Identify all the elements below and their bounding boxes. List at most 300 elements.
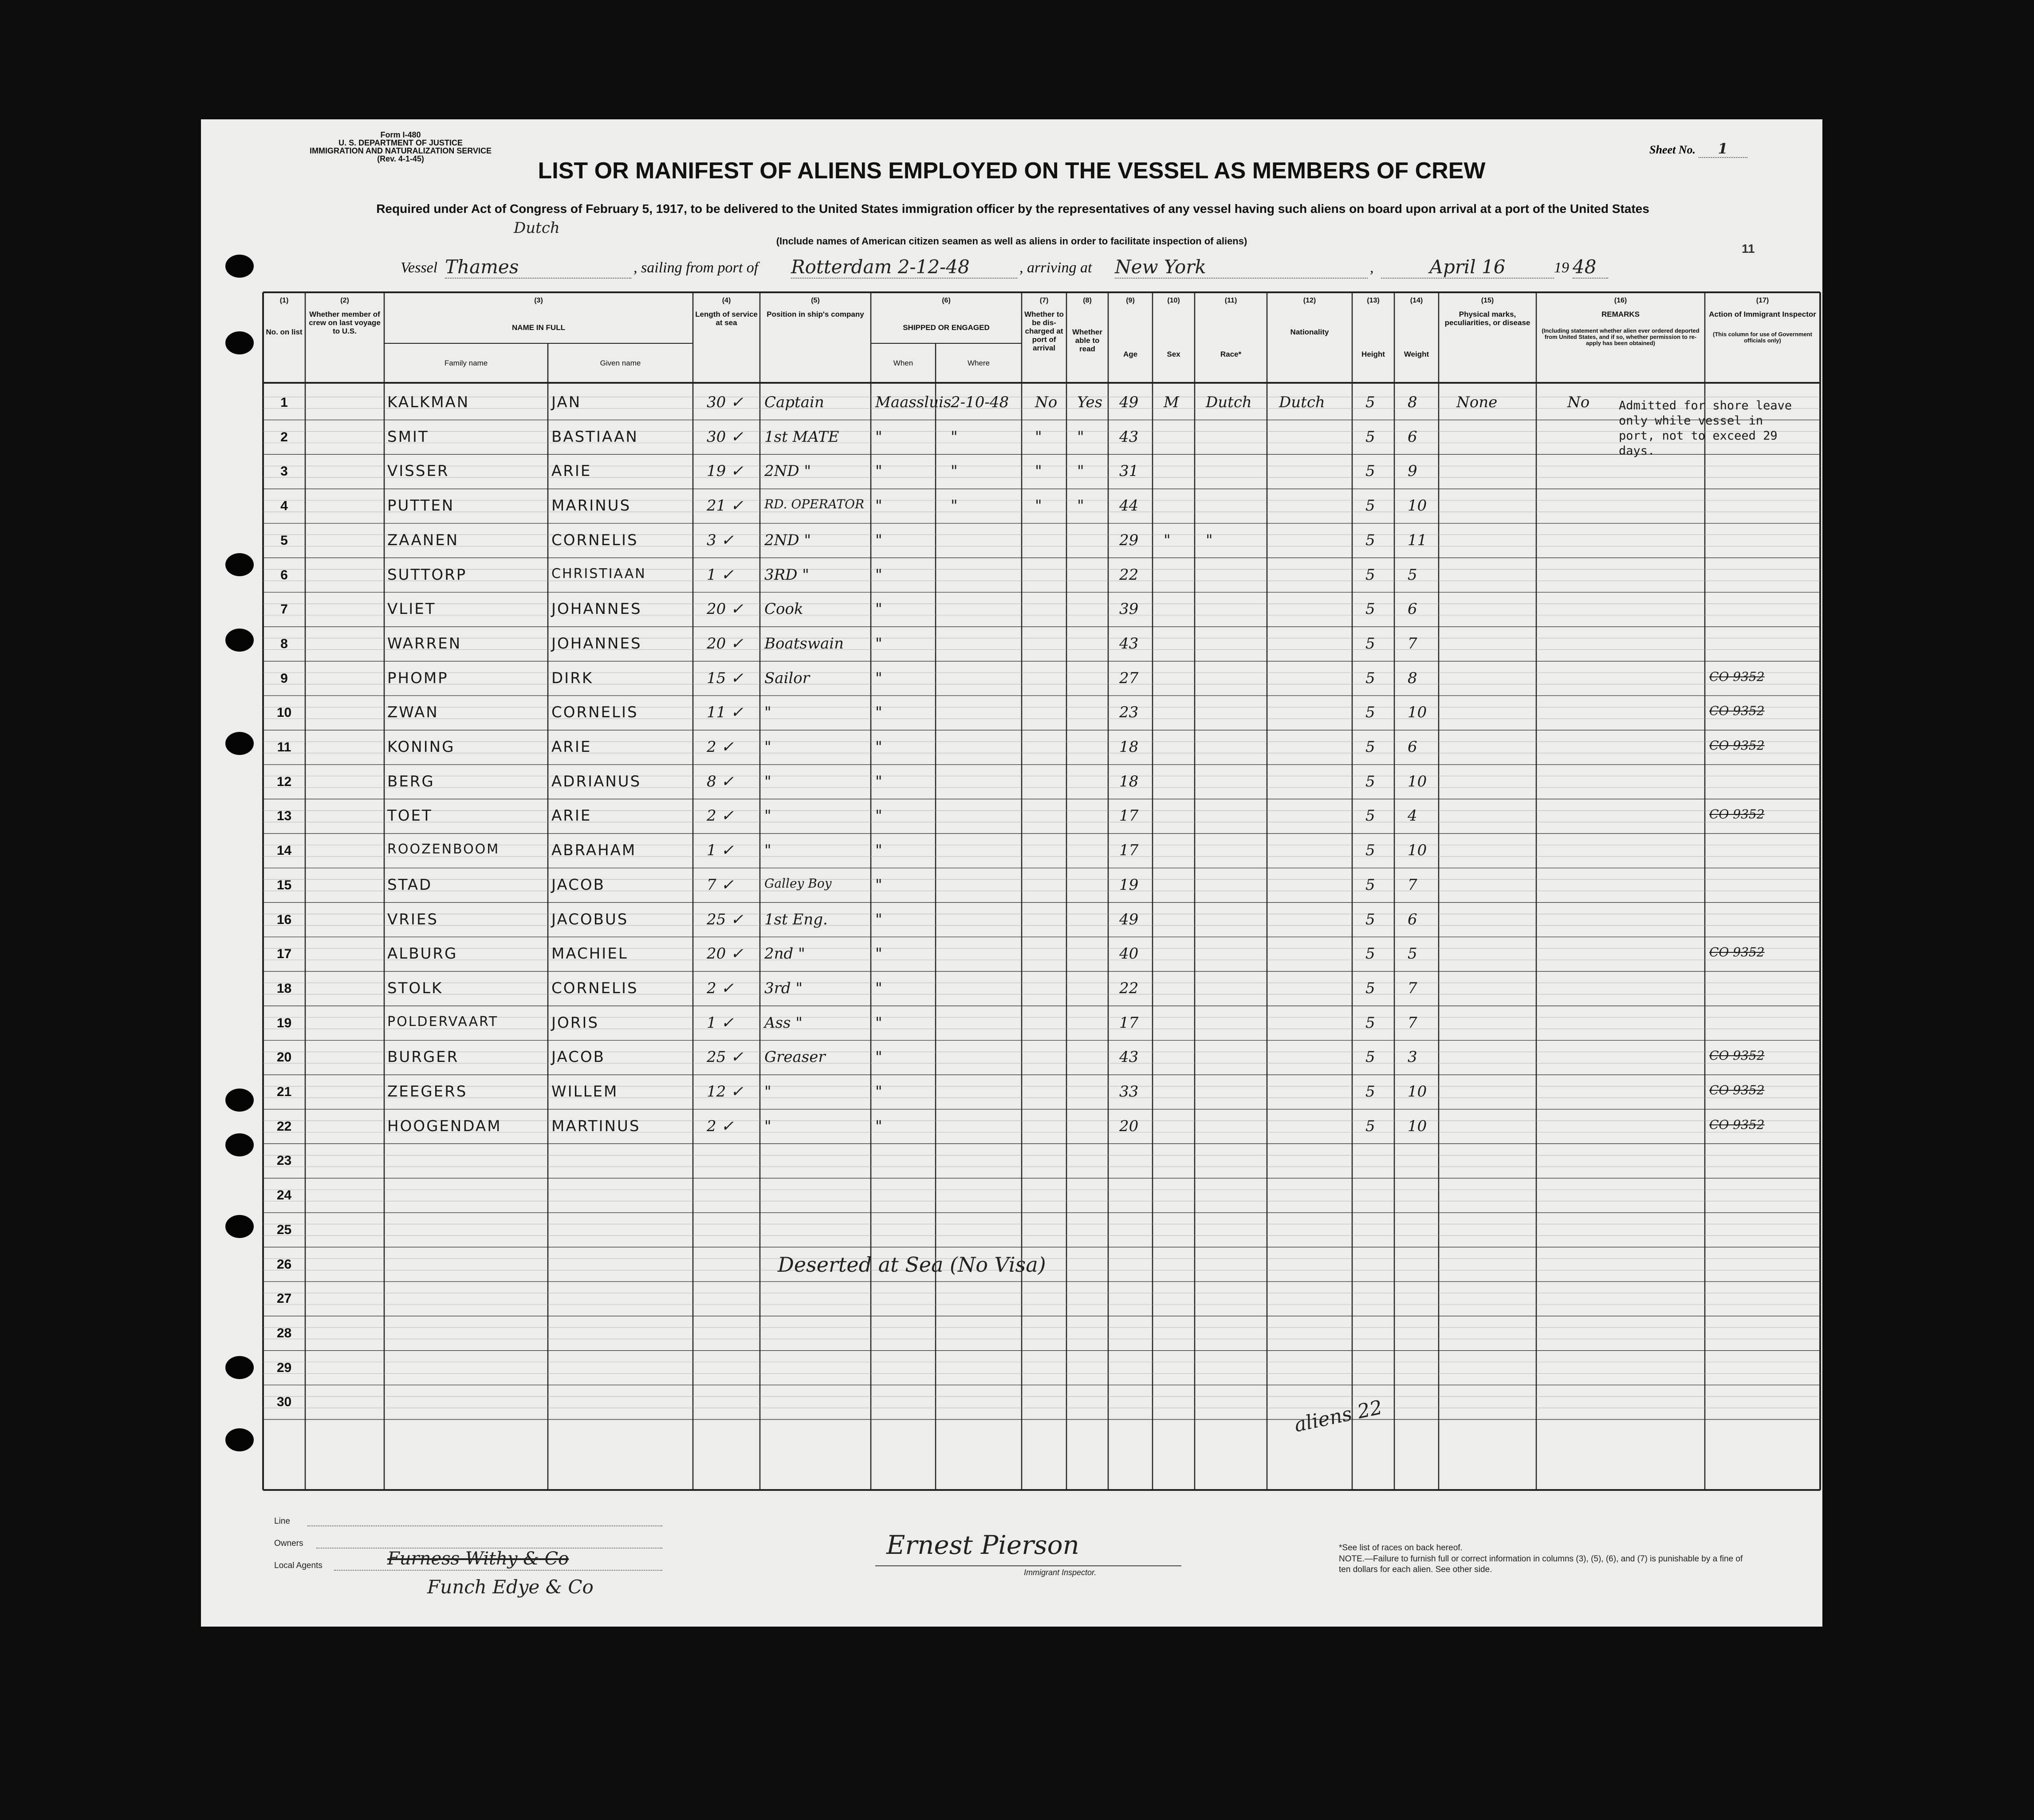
height: 5 xyxy=(1365,1014,1375,1032)
given-name: CORNELIS xyxy=(551,531,638,549)
given-name: CORNELIS xyxy=(551,704,638,722)
row-number: 23 xyxy=(276,1153,292,1168)
row-number: 25 xyxy=(276,1222,292,1237)
shipped-when: " xyxy=(875,841,882,860)
year-prefix: 19 xyxy=(1554,259,1569,276)
service-length: 25 ✓ xyxy=(707,1048,744,1066)
service-length: 2 ✓ xyxy=(707,807,734,825)
given-name: ADRIANUS xyxy=(551,772,641,790)
inspector-action: CO 9352 xyxy=(1709,807,1765,822)
column-header: Sex xyxy=(1167,350,1180,358)
sailing-label: , sailing from port of xyxy=(633,259,759,276)
shipped-when: " xyxy=(875,876,882,894)
column-header: Physical marks, peculiarities, or disease xyxy=(1444,310,1530,327)
service-length: 20 ✓ xyxy=(707,945,744,963)
shipped-when: " xyxy=(875,1048,882,1066)
family-name: KALKMAN xyxy=(387,393,470,411)
position: " xyxy=(764,738,771,756)
family-name: WARREN xyxy=(387,634,462,653)
column-number: (8) xyxy=(1083,297,1092,304)
table-row xyxy=(201,1075,1822,1109)
height: 5 xyxy=(1365,738,1375,756)
row-number: 29 xyxy=(276,1360,292,1375)
age: 23 xyxy=(1119,704,1139,722)
column-number: (7) xyxy=(1039,297,1049,304)
table-row xyxy=(201,558,1822,593)
given-name: MARTINUS xyxy=(551,1117,641,1135)
height: 5 xyxy=(1365,393,1375,411)
sheet-number: 1 xyxy=(1699,140,1747,158)
weight: 6 xyxy=(1408,910,1417,928)
weight: 6 xyxy=(1408,428,1417,446)
given-name: BASTIAAN xyxy=(551,428,638,446)
weight: 5 xyxy=(1408,945,1417,963)
weight: 10 xyxy=(1408,841,1427,860)
age: 17 xyxy=(1119,841,1139,860)
column-header: Whether to be dis-charged at port of arrival xyxy=(1024,310,1064,352)
position: Boatswain xyxy=(764,634,844,653)
column-number: (3) xyxy=(534,297,543,304)
row-number: 14 xyxy=(276,843,292,858)
shipped-when: " xyxy=(875,462,882,480)
given-name: MARINUS xyxy=(551,497,631,515)
agents-field xyxy=(334,1570,662,1571)
height: 5 xyxy=(1365,979,1375,997)
family-name: POLDERVAART xyxy=(387,1014,499,1030)
age: 43 xyxy=(1119,634,1139,653)
given-name: CHRISTIAAN xyxy=(551,566,646,582)
signature-line xyxy=(875,1565,1181,1566)
penalty-note: NOTE.—Failure to furnish full or correct information in columns (3), (5), (6), and (7) is punishable by a fine of ten dollars for each alien. See other side. xyxy=(1339,1554,1743,1574)
shipped-where: " xyxy=(951,497,958,515)
position: RD. OPERATOR xyxy=(764,497,865,512)
family-name: VISSER xyxy=(387,462,449,480)
table-row xyxy=(201,696,1822,730)
column-number: (5) xyxy=(811,297,820,304)
age: 43 xyxy=(1119,428,1139,446)
weight: 10 xyxy=(1408,1117,1427,1135)
column-header: SHIPPED OR ENGAGED xyxy=(903,323,990,332)
height: 5 xyxy=(1365,531,1375,549)
height: 5 xyxy=(1365,772,1375,790)
position: Cook xyxy=(764,600,803,618)
service-name: IMMIGRATION AND NATURALIZATION SERVICE xyxy=(310,146,492,155)
table-row xyxy=(201,799,1822,833)
given-name: JACOB xyxy=(551,1048,605,1066)
row-number: 6 xyxy=(280,567,288,582)
weight: 6 xyxy=(1408,738,1417,756)
age: 17 xyxy=(1119,1014,1139,1032)
page-subtitle: Required under Act of Congress of February 5, 1917, to be delivered to the United States immigration officer by the representatives of any vessel having such aliens on board upon arrival at a port of the United States xyxy=(376,202,1649,216)
service-length: 15 ✓ xyxy=(707,669,744,687)
shipped-when: " xyxy=(875,1083,882,1101)
weight: 10 xyxy=(1408,1083,1427,1101)
row-number: 17 xyxy=(276,947,292,962)
service-length: 1 ✓ xyxy=(707,841,734,860)
table-row xyxy=(201,385,1822,420)
shipped-when: " xyxy=(875,428,882,446)
vessel-name: Thames xyxy=(445,256,631,279)
given-name: JOHANNES xyxy=(551,600,642,618)
shipped-when: " xyxy=(875,945,882,963)
column-subheader: Where xyxy=(967,359,990,367)
shipped-when: " xyxy=(875,910,882,928)
service-length: 8 ✓ xyxy=(707,772,734,790)
column-number: (12) xyxy=(1303,297,1316,304)
row-number: 18 xyxy=(276,981,292,996)
inspector-action: CO 9352 xyxy=(1709,1048,1765,1063)
remarks: No xyxy=(1567,393,1590,411)
position: " xyxy=(764,704,771,722)
weight: 8 xyxy=(1408,393,1417,411)
nationality: Dutch xyxy=(1279,393,1325,411)
form-revision: (Rev. 4-1-45) xyxy=(377,154,424,163)
row-number: 3 xyxy=(280,464,288,479)
shipped-when: " xyxy=(875,704,882,722)
family-name: BURGER xyxy=(387,1048,459,1066)
position: Captain xyxy=(764,393,824,411)
given-name: JOHANNES xyxy=(551,634,642,653)
table-row xyxy=(201,420,1822,455)
column-number: (17) xyxy=(1756,297,1769,304)
row-number: 22 xyxy=(276,1119,292,1134)
height: 5 xyxy=(1365,566,1375,584)
weight: 7 xyxy=(1408,979,1417,997)
row-number: 11 xyxy=(277,740,291,755)
page-title: LIST OR MANIFEST OF ALIENS EMPLOYED ON THE VESSEL AS MEMBERS OF CREW xyxy=(538,158,1486,184)
height: 5 xyxy=(1365,841,1375,860)
position: " xyxy=(764,807,771,825)
shipped-when: Maassluis xyxy=(875,393,952,411)
table-row xyxy=(201,971,1822,1006)
column-header: REMARKS xyxy=(1601,310,1640,318)
weight: 3 xyxy=(1408,1048,1417,1066)
weight: 9 xyxy=(1408,462,1417,480)
arrival-year: 48 xyxy=(1573,256,1608,279)
family-name: STAD xyxy=(387,876,433,894)
agents-label: Local Agents xyxy=(274,1561,323,1570)
weight: 7 xyxy=(1408,1014,1417,1032)
table-row xyxy=(201,730,1822,765)
given-name: JACOBUS xyxy=(551,910,629,928)
column-number: (16) xyxy=(1614,297,1627,304)
shipped-where: " xyxy=(951,428,958,446)
family-name: PHOMP xyxy=(387,669,449,687)
height: 5 xyxy=(1365,497,1375,515)
shipped-when: " xyxy=(875,738,882,756)
column-header-note: (Including statement whether alien ever ordered deported from United States, and if so, whether permission to re-apply has been obtained) xyxy=(1542,327,1700,346)
row-number: 10 xyxy=(276,705,292,720)
shipped-when: " xyxy=(875,600,882,618)
table-row xyxy=(201,592,1822,627)
inspector-action: CO 9352 xyxy=(1709,1117,1765,1132)
row-number: 28 xyxy=(276,1325,292,1340)
position: Galley Boy xyxy=(764,876,832,891)
position: " xyxy=(764,841,771,860)
row-number: 9 xyxy=(280,671,288,686)
row-number: 24 xyxy=(276,1188,292,1203)
row-number: 2 xyxy=(280,429,288,444)
family-name: VLIET xyxy=(387,600,436,618)
inspector-action: CO 9352 xyxy=(1709,945,1765,960)
given-name: ARIE xyxy=(551,807,592,825)
position: 1st MATE xyxy=(764,428,839,446)
agent-name: Funch Edye & Co xyxy=(427,1576,594,1598)
discharged: " xyxy=(1035,497,1042,515)
height: 5 xyxy=(1365,1083,1375,1101)
age: 43 xyxy=(1119,1048,1139,1066)
age: 17 xyxy=(1119,807,1139,825)
weight: 10 xyxy=(1408,772,1427,790)
position: " xyxy=(764,1117,771,1135)
height: 5 xyxy=(1365,634,1375,653)
column-header: Length of service at sea xyxy=(695,310,758,327)
age: 19 xyxy=(1119,876,1139,894)
age: 31 xyxy=(1119,462,1139,480)
family-name: SUTTORP xyxy=(387,566,467,584)
row-number: 15 xyxy=(276,877,292,892)
inspector-action: CO 9352 xyxy=(1709,704,1765,719)
column-number: (13) xyxy=(1367,297,1380,304)
row-number: 27 xyxy=(276,1291,292,1306)
family-name: TOET xyxy=(387,807,433,825)
column-number: (4) xyxy=(722,297,731,304)
arrival-date: April 16 xyxy=(1381,256,1554,279)
family-name: VRIES xyxy=(387,910,438,928)
table-row xyxy=(201,833,1822,868)
family-name: HOOGENDAM xyxy=(387,1117,502,1135)
port-from: Rotterdam 2-12-48 xyxy=(791,256,1017,279)
manifest-sheet xyxy=(201,119,1822,1627)
inspector-action: CO 9352 xyxy=(1709,738,1765,753)
column-header: Position in ship's company xyxy=(767,310,864,318)
column-number: (1) xyxy=(279,297,289,304)
age: 20 xyxy=(1119,1117,1139,1135)
position: 3RD " xyxy=(764,566,809,584)
department: U. S. DEPARTMENT OF JUSTICE xyxy=(338,138,463,147)
row-number: 13 xyxy=(276,809,292,824)
table-row xyxy=(201,903,1822,937)
height: 5 xyxy=(1365,428,1375,446)
row-number: 21 xyxy=(276,1085,292,1099)
given-name: JAN xyxy=(551,393,582,411)
row-number: 5 xyxy=(280,533,288,548)
weight: 8 xyxy=(1408,669,1417,687)
age: 22 xyxy=(1119,566,1139,584)
service-length: 1 ✓ xyxy=(707,566,734,584)
shipped-when: " xyxy=(875,1014,882,1032)
comma-sep: , xyxy=(1370,259,1374,276)
aliens-count: aliens 22 xyxy=(1292,1396,1385,1437)
position: 3rd " xyxy=(764,979,803,997)
column-subheader: When xyxy=(893,359,913,367)
inspector-label: Immigrant Inspector. xyxy=(1024,1568,1097,1577)
height: 5 xyxy=(1365,600,1375,618)
table-row xyxy=(201,937,1822,971)
service-length: 30 ✓ xyxy=(707,393,744,411)
agent-struck: Furness Withy & Co xyxy=(387,1549,569,1569)
owners-label: Owners xyxy=(274,1539,303,1548)
discharged: " xyxy=(1035,462,1042,480)
inspector-signature: Ernest Pierson xyxy=(886,1530,1079,1560)
given-name: ARIE xyxy=(551,738,592,756)
arriving-label: , arriving at xyxy=(1019,259,1092,276)
weight: 5 xyxy=(1408,566,1417,584)
row-number: 4 xyxy=(280,499,288,514)
row-number: 8 xyxy=(280,636,288,651)
shipped-when: " xyxy=(875,634,882,653)
column-header-note: (This column for use of Government officials only) xyxy=(1713,331,1812,344)
age: 49 xyxy=(1119,393,1139,411)
able-to-read: " xyxy=(1077,428,1084,446)
shipped-when: " xyxy=(875,497,882,515)
age: 18 xyxy=(1119,772,1139,790)
shipped-where: 2-10-48 xyxy=(951,393,1009,411)
position: Sailor xyxy=(764,669,810,687)
column-number: (11) xyxy=(1224,297,1237,304)
column-subheader: Family name xyxy=(444,359,488,367)
position: " xyxy=(764,772,771,790)
height: 5 xyxy=(1365,669,1375,687)
service-length: 3 ✓ xyxy=(707,531,734,549)
vessel-label: Vessel xyxy=(401,259,438,276)
weight: 7 xyxy=(1408,876,1417,894)
position: " xyxy=(764,1083,771,1101)
races-note: *See list of races on back hereof. xyxy=(1339,1543,1463,1553)
discharged: " xyxy=(1035,428,1042,446)
column-number: (14) xyxy=(1410,297,1423,304)
shipped-where: " xyxy=(951,462,958,480)
column-header: NAME IN FULL xyxy=(512,323,565,332)
column-header: Race* xyxy=(1220,350,1242,358)
deserted-note: Deserted at Sea (No Visa) xyxy=(778,1253,1046,1277)
position: 1st Eng. xyxy=(764,910,828,928)
position: 2ND " xyxy=(764,531,811,549)
inspector-action: CO 9352 xyxy=(1709,1083,1765,1097)
port-to: New York xyxy=(1115,256,1368,279)
family-name: BERG xyxy=(387,772,435,790)
family-name: PUTTEN xyxy=(387,497,455,515)
given-name: CORNELIS xyxy=(551,979,638,997)
service-length: 19 ✓ xyxy=(707,462,744,480)
given-name: MACHIEL xyxy=(551,945,628,963)
weight: 6 xyxy=(1408,600,1417,618)
service-length: 25 ✓ xyxy=(707,910,744,928)
column-header: Weight xyxy=(1404,350,1429,358)
family-name: ROOZENBOOM xyxy=(387,841,500,857)
row-number: 20 xyxy=(276,1050,292,1065)
height: 5 xyxy=(1365,807,1375,825)
weight: 11 xyxy=(1408,531,1427,549)
row-number: 16 xyxy=(276,912,292,927)
table-row xyxy=(201,661,1822,696)
row-number: 26 xyxy=(276,1257,292,1272)
service-length: 20 ✓ xyxy=(707,634,744,653)
column-subheader: Given name xyxy=(600,359,641,367)
line-label: Line xyxy=(274,1517,290,1526)
form-number: Form I-480 xyxy=(380,130,421,139)
position: Ass " xyxy=(764,1014,803,1032)
age: 39 xyxy=(1119,600,1139,618)
table-row xyxy=(201,627,1822,661)
table-row xyxy=(201,1040,1822,1075)
table-row xyxy=(201,489,1822,523)
inspector-action: CO 9352 xyxy=(1709,669,1765,684)
shipped-when: " xyxy=(875,1117,882,1135)
shipped-when: " xyxy=(875,531,882,549)
given-name: ARIE xyxy=(551,462,592,480)
column-number: (10) xyxy=(1167,297,1180,304)
height: 5 xyxy=(1365,945,1375,963)
row-number: 19 xyxy=(276,1015,292,1030)
position: Greaser xyxy=(764,1048,826,1066)
family-name: STOLK xyxy=(387,979,443,997)
given-name: JORIS xyxy=(551,1014,599,1032)
age: 40 xyxy=(1119,945,1139,963)
age: 29 xyxy=(1119,531,1139,549)
row-number: 30 xyxy=(276,1395,292,1410)
age: 18 xyxy=(1119,738,1139,756)
column-header: Whether able to read xyxy=(1072,328,1102,353)
service-length: 2 ✓ xyxy=(707,738,734,756)
family-name: ZAANEN xyxy=(387,531,459,549)
column-header: Height xyxy=(1361,350,1385,358)
row-number: 1 xyxy=(280,395,288,410)
given-name: JACOB xyxy=(551,876,605,894)
race: Dutch xyxy=(1206,393,1252,411)
service-length: 2 ✓ xyxy=(707,979,734,997)
table-row xyxy=(201,1109,1822,1144)
column-header: Age xyxy=(1123,350,1138,358)
column-number: (9) xyxy=(1126,297,1135,304)
able-to-read: Yes xyxy=(1077,393,1103,411)
service-length: 7 ✓ xyxy=(707,876,734,894)
column-number: (15) xyxy=(1481,297,1494,304)
position: 2ND " xyxy=(764,462,811,480)
service-length: 21 ✓ xyxy=(707,497,744,515)
family-name: ZEEGERS xyxy=(387,1083,468,1101)
given-name: WILLEM xyxy=(551,1083,618,1101)
vessel-flag: Dutch xyxy=(514,219,560,237)
table-row xyxy=(201,523,1822,558)
corner-number: 11 xyxy=(1742,242,1755,256)
row-number: 12 xyxy=(276,774,292,789)
age: 27 xyxy=(1119,669,1139,687)
table-row xyxy=(201,868,1822,903)
age: 49 xyxy=(1119,910,1139,928)
height: 5 xyxy=(1365,1048,1375,1066)
given-name: DIRK xyxy=(551,669,594,687)
service-length: 11 ✓ xyxy=(707,704,744,722)
table-row xyxy=(201,765,1822,799)
age: 33 xyxy=(1119,1083,1139,1101)
page-note: (Include names of American citizen seamen as well as aliens in order to facilitate inspection of aliens) xyxy=(776,236,1247,247)
sex: " xyxy=(1164,531,1171,549)
shipped-when: " xyxy=(875,566,882,584)
service-length: 2 ✓ xyxy=(707,1117,734,1135)
service-length: 12 ✓ xyxy=(707,1083,744,1101)
row-number: 7 xyxy=(280,602,288,617)
sheet-label-text: Sheet No. xyxy=(1649,143,1696,156)
column-header: Whether member of crew on last voyage to U.S. xyxy=(309,310,381,335)
shipped-when: " xyxy=(875,807,882,825)
position: 2nd " xyxy=(764,945,805,963)
table-row xyxy=(201,1006,1822,1041)
column-number: (6) xyxy=(942,297,951,304)
able-to-read: " xyxy=(1077,497,1084,515)
service-length: 30 ✓ xyxy=(707,428,744,446)
age: 44 xyxy=(1119,497,1139,515)
